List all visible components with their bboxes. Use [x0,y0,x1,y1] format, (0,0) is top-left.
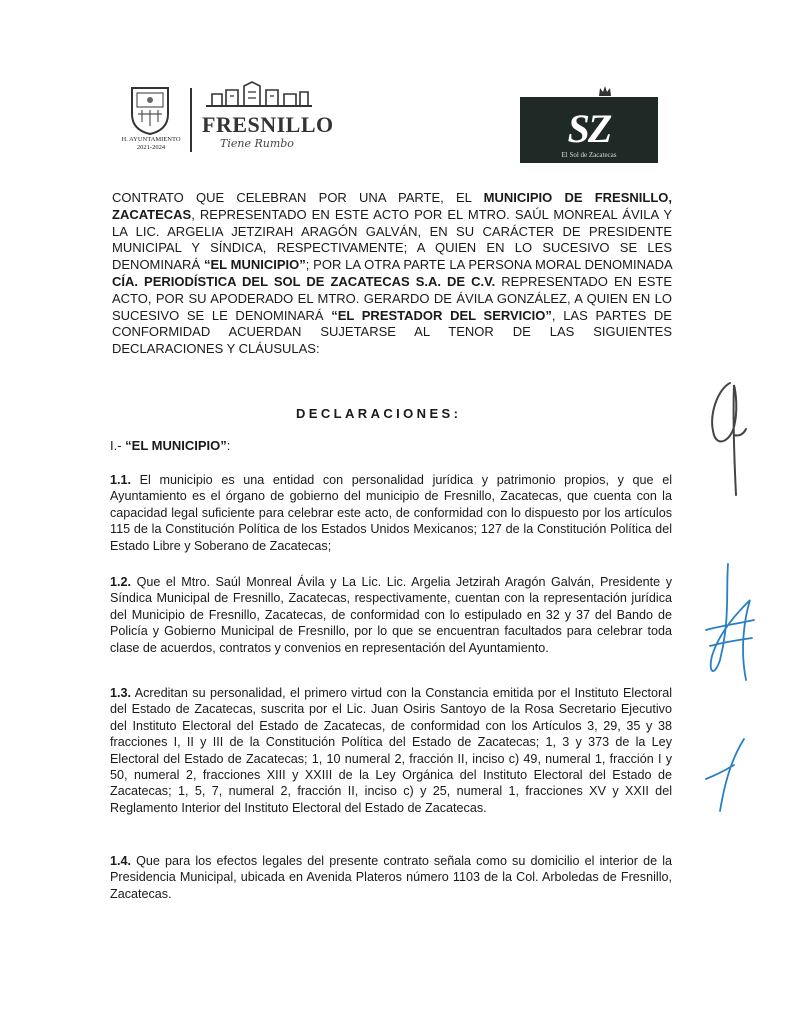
paragraph-number: 1.4. [110,854,132,868]
sol-de-zacatecas-logo [520,85,660,165]
paragraph-text: Que para los efectos legales del presente contrato señala como su domicilio el interior de la Presidencia Municipal, ubicada en Avenida Plateros número 1103 de la Col. Arboledas de Fresnillo, Zacatecas. [110,854,672,901]
section-suffix: : [226,438,231,453]
paragraph-text: Que el Mtro. Saúl Monreal Ávila y La Lic. Lic. Argelia Jetzirah Aragón Galván, Presidente y Síndica Municipal de Fresnillo, Zacatecas, respectivamente, cuentan con la representación jurídica del Municipio de Fresnillo, Zacatecas, de conformidad con lo estipulado en 32 y 37 del Bando de Policía y Gobierno Municipal de Fresnillo, por lo que se encuentran facultados para celebrar toda clase de acuerdos, contratos y convenios en representación del Ayuntamiento. [110,575,672,655]
signature-1 [700,375,750,505]
section-name: “EL MUNICIPIO” [125,438,227,453]
paragraph-number: 1.2. [110,575,132,589]
newspaper-monogram: SZ [567,106,611,151]
newspaper-name: El Sol de Zacatecas [561,151,617,159]
coat-of-arms-icon [128,84,172,136]
paragraph-text: Acreditan su personalidad, el primero virtud con la Constancia emitida por el Instituto Electoral del Estado de Zacatecas, suscrita por el Lic. Juan Osiris Santoyo de la Rosa Secretario Ejecutivo del Instituto Electoral del Estado de Zacatecas, de conformidad con los Artículos 3, 29, 35 y 38 fracciones I, II y III de la Constitución Política del Estado de Zacatecas; 1, 3 y 373 de la Ley Electoral del Estado de Zacatecas; 1, 10 numeral 2, fracción II, inciso c) 49, numeral 1, fracción I y 50, numeral 2, fracciones XIII y XXIII de la Ley Orgánica del Instituto Electoral del Estado de Zacatecas; 1, 5, 7, numeral 2, fracción II, inciso c) y 25, numeral 1, fracciones XV y XXII del Reglamento Interior del Instituto Electoral del Estado de Zacatecas. [110,686,672,815]
paragraph-number: 1.3. [110,686,132,700]
intro-bold-company: CÍA. PERIODÍSTICA DEL SOL DE ZACATECAS S.A. DE C.V. [112,273,496,289]
logo-divider [190,88,192,152]
intro-text-4: REPRESENTADO EN ESTE ACTO, POR SU APODERADO EL MTRO. GERARDO DE ÁVILA GONZÁLEZ, A QUIEN EN LO SUCESIVO SE LE DENOMINARÁ [112,273,673,323]
intro-text-2: , REPRESENTADO EN ESTE ACTO POR EL MTRO. SAÚL MONREAL ÁVILA Y LA LIC. ARGELIA JETZIRAH ARAGÓN GALVÁN, EN SU CARÁCTER DE PRESIDENTE MUNICIPAL Y SÍNDICA, RESPECTIVAMENTE; A QUIEN EN LO SUCESIVO SE LES DENOMINARÁ [112,206,672,273]
brand-tagline: Tiene Rumbo [220,137,294,150]
seal-caption-line2: 2021-2024 [136,144,166,151]
declarations-heading: DECLARACIONES: [296,406,462,421]
paragraph-number: 1.1. [110,473,132,487]
declaration-paragraph [110,685,672,816]
intro-text-5: , LAS PARTES DE CONFORMIDAD ACUERDAN SUJETARSE AL TENOR DE LAS SIGUIENTES DECLARACIONES Y CLÁUSULAS: [112,307,672,357]
intro-text-1: CONTRATO QUE CELEBRAN POR UNA PARTE, EL [112,190,484,205]
section-prefix: I.- [110,438,126,453]
crown-icon [598,85,612,97]
skyline-icon [204,80,314,110]
seal-caption [120,136,182,152]
declaration-paragraph [110,472,672,554]
intro-bold-el-municipio: “EL MUNICIPIO” [203,257,306,273]
signature-3 [700,735,750,815]
declaration-paragraph [110,574,672,656]
intro-bold-municipality: MUNICIPIO DE FRESNILLO, ZACATECAS [112,190,672,222]
newspaper-badge [520,97,658,163]
seal-caption-line1: H. AYUNTAMIENTO [121,136,181,143]
signature-2 [700,560,760,690]
intro-text-3: ; POR LA OTRA PARTE LA PERSONA MORAL DENOMINADA [305,257,672,273]
contract-intro [112,190,672,358]
brand-name: FRESNILLO [202,112,334,137]
section-heading [110,438,230,453]
intro-bold-prestador: “EL PRESTADOR DEL SERVICIO” [331,307,552,323]
fresnillo-logo [120,80,334,160]
declaration-paragraph [110,853,672,902]
paragraph-text: El municipio es una entidad con personalidad jurídica y patrimonio propios, y que el Ayuntamiento es el órgano de gobierno del municipio de Fresnillo, Zacatecas, que cuenta con la capacidad legal suficiente para celebrar este acto, de conformidad con lo dispuesto por los artículos 115 de la Constitución Política de los Estados Unidos Mexicanos; 127 de la Constitución Política del Estado Libre y Soberano de Zacatecas; [110,473,672,553]
